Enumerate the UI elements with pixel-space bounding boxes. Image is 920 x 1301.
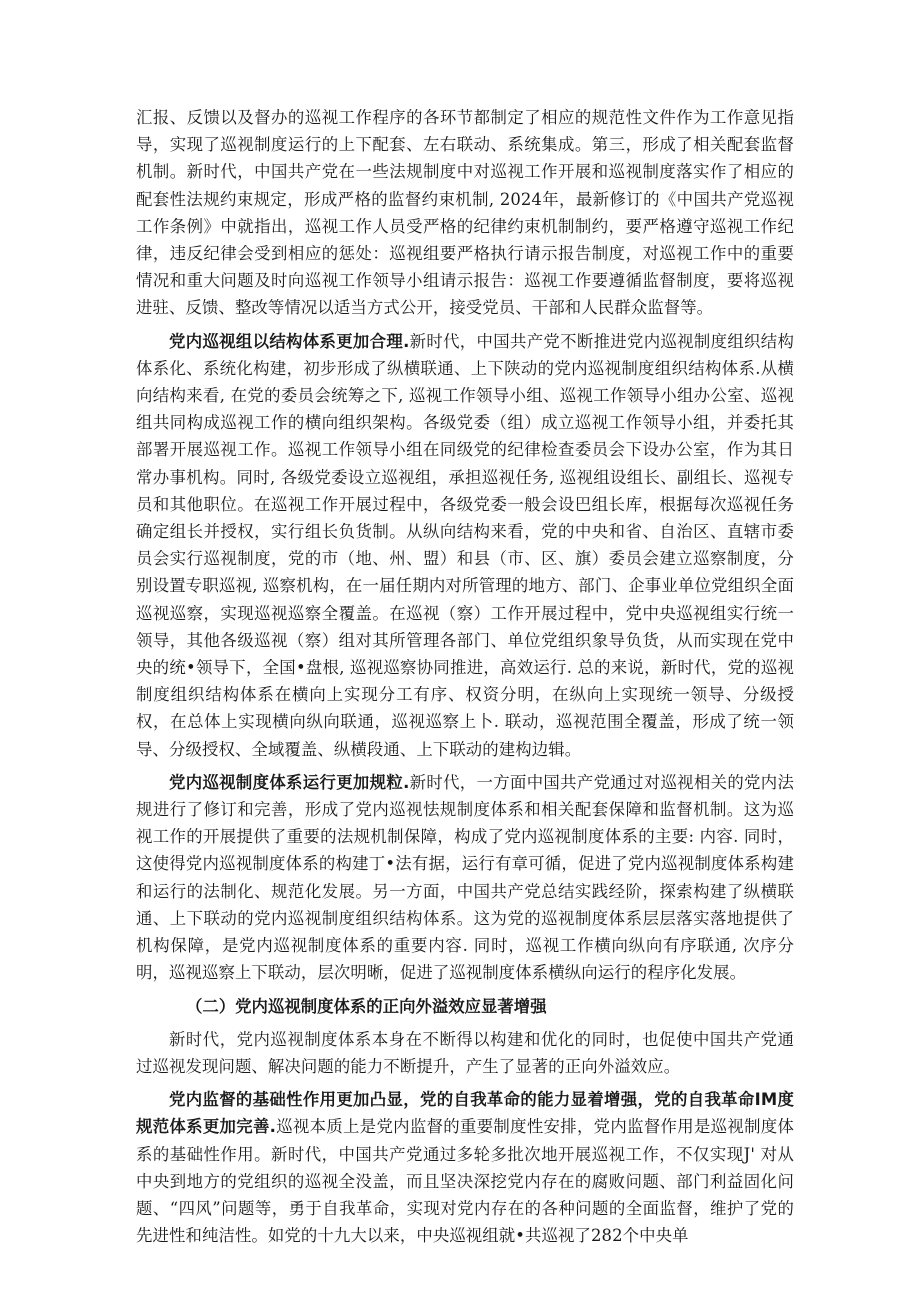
paragraph xyxy=(136,328,794,763)
paragraph xyxy=(136,1086,794,1249)
paragraph-lead: 党内巡视制度体系运行更加规粒. xyxy=(169,772,410,792)
paragraph-text: 新时代，党内巡视制度体系本身在不断得以构建和优化的同时，也促使中国共产党通过巡视发现问题、解决问题的能力不断提升，产生了显著的正向外溢效应。 xyxy=(136,1029,794,1076)
paragraph-text: 新时代，一方面中国共产党通过对巡视相关的党内法规进行了修订和完善，形成了党内巡视怯规制度体系和相关配套保障和监督机制。这为巡视工作的开展提供了重要的法规机制保障，构成了党内巡视制度体系的主要: 内容. 同时，这使得党内巡视制度体系的构建丁•法有据，运行有章可循，促进了党内巡视制度体系构建和运行的法制化、规范化发展。另一方面，中国共产党总结实践经阶，探索构建了纵横联通、上下联动的党内巡视制度组织结构体系。这为党的巡视制度体系层层落实落地提供了机构保障，是党内巡视制度体系的重要内容. 同时，巡视工作横向纵向有序联通, 次序分明，巡视巡察上下联动，层次明晰，促进了巡视制度体系横纵向运行的程序化发展。 xyxy=(136,772,794,983)
paragraph xyxy=(136,769,794,987)
paragraph xyxy=(136,104,794,322)
paragraph xyxy=(136,1026,794,1080)
paragraph-text: 汇报、反馈以及督办的巡视工作程序的各环节都制定了相应的规范性文件作为工作意见指导，实现了巡视制度运行的上下配套、左右联动、系统集成。第三，形成了相关配套监督机制。新时代，中国共产党在一些法规制度中对巡视工作开展和巡视制度落实作了相应的配套性法规约束规定，形成严格的监督约束机制, 2024年，最新修订的《中国共产党巡视工作条例》中就指出，巡视工作人员受严格的纪律约束机制制约，要严格遵守巡视工作纪律，违反纪律会受到相应的惩处：巡视组要严格执行请示报告制度，对巡视工作中的重要情况和重大问题及时向巡视工作领导小组请示报告：巡视工作要遵循监督制度，要将巡视进驻、反馈、整改等情况以适当方式公开，接受党员、干部和人民群众监督等。 xyxy=(136,108,794,318)
paragraph-text: 巡视本质上是党内监督的重要制度性安排，党内监督作用是巡视制度体系的基础性作用。新时代，中国共产党通过多轮多批次地开展巡视工作，不仅实现J' 对从中央到地方的党组织的巡视全没盖，而且坚决深挖党内存在的腐败问题、部门利益固化问题、“四风”问题等，勇于自我革命，实现对党内存在的各种问题的全面监督，维护了党的先进性和纯洁性。如党的十九大以来，中央巡视组就•共巡视了282个中央单 xyxy=(136,1117,794,1246)
document-page xyxy=(136,104,794,1249)
paragraph-text: 新时代，中国共产党不断推进党内巡视制度组织结构体系化、系统化构建，初步形成了纵横联通、上下陕动的党内巡视制度组织结构体系.从横向结构来看, 在党的委员会统筹之下, 巡视工作领导小组、巡视工作领导小组办公室、巡视组共同构成巡视工作的横向组织架构。各级党委（组）成立巡视工作领导小组，并委托其部署开展巡视工作。巡视工作领导小组在同级党的纪律检查委员会下设办公室，作为其日常办事机构。同时, 各级党委设立巡视组，承担巡视任务, 巡视组设组长、副组长、巡视专员和其他职位。在巡视工作开展过程中，各级党委一般会设巴组长库，根据每次巡视任务确定组长并授权，实行组长负货制。从纵向结构来看，党的中央和省、自治区、直辖市委员会实行巡视制度，党的市（地、州、盟）和县（市、区、旗）委员会建立巡察制度，分别设置专职巡视, 巡察机构，在一届任期内对所管理的地方、部门、企事业单位党组织全面巡视巡察，实现巡视巡察全覆盖。在巡视（察）工作开展过程中，党中央巡视组实行统一领导，其他各级巡视（察）组对其所管理各部门、单位党组织象导负货，从而实现在党中央的统•领导下，全国•盘根, 巡视巡察协同推进，高效运行. 总的来说，新时代，党的巡视制度组织结构体系在横向上实现分工有序、权资分明，在纵向上实现统一领导、分级授权，在总体上实现横向纵向联通，巡视巡察上卜. 联动，巡视范围全覆盖，形成了统一领导、分级授权、全域覆盖、纵横段通、上下联动的建构边辑。 xyxy=(136,331,794,759)
paragraph-lead: 党内巡视组以结构体系更加合理. xyxy=(169,331,410,351)
section-heading: （二）党内巡视制度体系的正向外溢效应显著增强 xyxy=(186,996,547,1016)
paragraph-lead: 党内监督的基础性作用更加凸显，党的自我革命的能力显着增强，党的自我革命IM度规范体系更加完善. xyxy=(136,1090,794,1137)
